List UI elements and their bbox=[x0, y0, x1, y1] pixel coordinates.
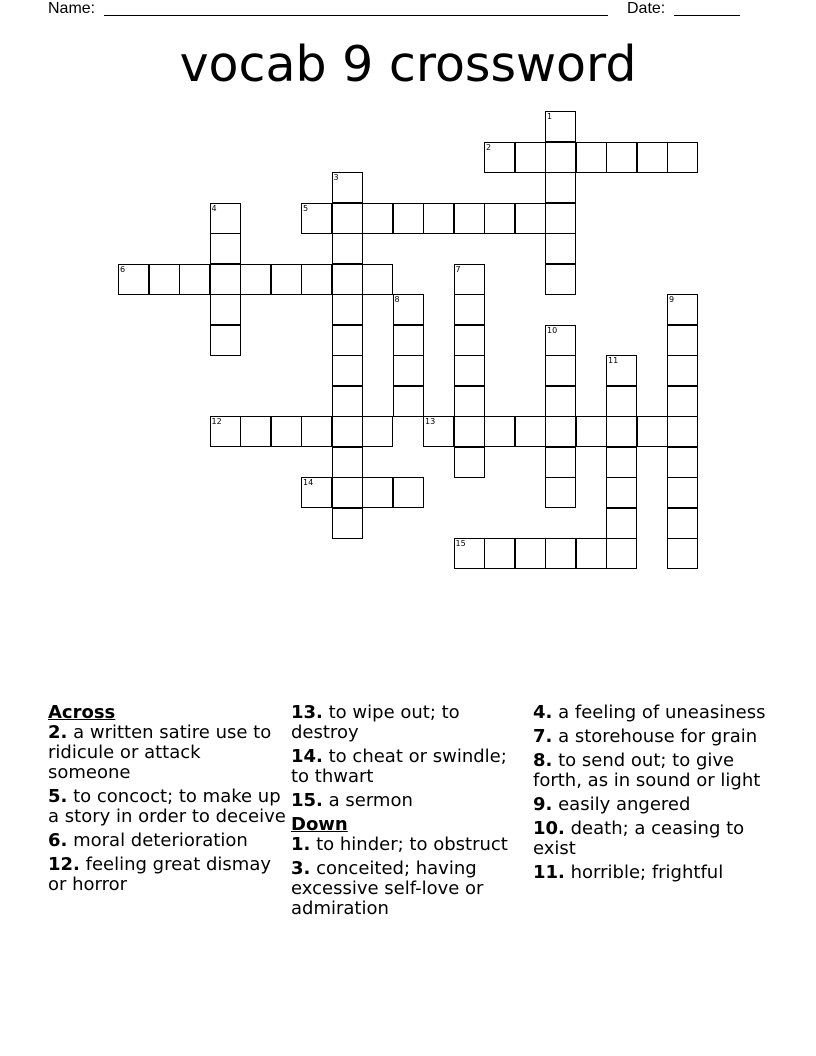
clue-down-10 bbox=[533, 819, 769, 859]
clue-down-9 bbox=[533, 795, 769, 815]
clue-number: 5. bbox=[48, 786, 68, 807]
crossword-cell[interactable] bbox=[393, 386, 424, 417]
clue-text: a sermon bbox=[328, 790, 413, 811]
crossword-cell[interactable] bbox=[667, 447, 698, 478]
crossword-cell[interactable] bbox=[606, 386, 637, 417]
crossword-cell[interactable] bbox=[362, 203, 393, 234]
crossword-cell[interactable] bbox=[301, 477, 332, 508]
page-title: vocab 9 crossword bbox=[179, 36, 637, 93]
clue-number: 2. bbox=[48, 722, 68, 743]
clue-number: 6. bbox=[48, 830, 68, 851]
crossword-cell[interactable] bbox=[393, 477, 424, 508]
crossword-cell[interactable] bbox=[606, 538, 637, 569]
crossword-cell[interactable] bbox=[576, 142, 607, 173]
cell-number: 11 bbox=[608, 356, 619, 365]
crossword-cell[interactable] bbox=[393, 325, 424, 356]
crossword-cell[interactable] bbox=[454, 355, 485, 386]
crossword-cell[interactable] bbox=[667, 416, 698, 447]
crossword-cell[interactable] bbox=[606, 477, 637, 508]
crossword-cell[interactable] bbox=[210, 233, 241, 264]
crossword-cell[interactable] bbox=[667, 294, 698, 325]
crossword-cell[interactable] bbox=[118, 264, 149, 295]
down-heading: Down bbox=[291, 814, 348, 835]
crossword-cell[interactable] bbox=[332, 203, 363, 234]
crossword-cell[interactable] bbox=[454, 203, 485, 234]
clue-number: 12. bbox=[48, 854, 80, 875]
name-label: Name: bbox=[48, 0, 96, 17]
clue-text: conceited; having excessive self-love or admiration bbox=[291, 858, 484, 919]
clue-number: 10. bbox=[533, 818, 565, 839]
clue-text: easily angered bbox=[558, 794, 691, 815]
crossword-cell[interactable] bbox=[332, 264, 363, 295]
crossword-cell[interactable] bbox=[332, 325, 363, 356]
crossword-cell[interactable] bbox=[667, 538, 698, 569]
cell-number: 13 bbox=[425, 417, 436, 426]
crossword-cell[interactable] bbox=[545, 355, 576, 386]
cell-number: 5 bbox=[303, 203, 309, 213]
crossword-cell[interactable] bbox=[667, 386, 698, 417]
crossword-cell[interactable] bbox=[545, 203, 576, 234]
crossword-cell[interactable] bbox=[332, 294, 363, 325]
crossword-cell[interactable] bbox=[332, 386, 363, 417]
crossword-cell[interactable] bbox=[332, 233, 363, 264]
crossword-cell[interactable] bbox=[332, 447, 363, 478]
clue-down-1 bbox=[291, 835, 527, 855]
crossword-cell[interactable] bbox=[332, 355, 363, 386]
clue-across-2 bbox=[48, 723, 286, 783]
clue-down-4 bbox=[533, 703, 769, 723]
clue-down-3 bbox=[291, 859, 527, 919]
clue-text: to send out; to give forth, as in sound or light bbox=[533, 750, 761, 791]
crossword-cell[interactable] bbox=[240, 264, 271, 295]
crossword-cell[interactable] bbox=[332, 508, 363, 539]
clue-text: to cheat or swindle; to thwart bbox=[291, 746, 507, 787]
across-heading: Across bbox=[48, 702, 116, 723]
crossword-cell[interactable] bbox=[210, 203, 241, 234]
crossword-cell[interactable] bbox=[484, 538, 515, 569]
crossword-cell[interactable] bbox=[515, 142, 546, 173]
clue-across-15 bbox=[291, 791, 527, 811]
clue-text: a storehouse for grain bbox=[558, 726, 758, 747]
clue-text: moral deterioration bbox=[73, 830, 248, 851]
clue-number: 7. bbox=[533, 726, 553, 747]
clue-number: 9. bbox=[533, 794, 553, 815]
crossword-cell[interactable] bbox=[637, 142, 668, 173]
crossword-cell[interactable] bbox=[149, 264, 180, 295]
clue-text: horrible; frightful bbox=[570, 862, 724, 883]
crossword-cell[interactable] bbox=[393, 203, 424, 234]
crossword-cell[interactable] bbox=[667, 477, 698, 508]
crossword-cell[interactable] bbox=[515, 538, 546, 569]
crossword-cell[interactable] bbox=[545, 538, 576, 569]
crossword-cell[interactable] bbox=[362, 477, 393, 508]
crossword-cell[interactable] bbox=[667, 325, 698, 356]
clue-number: 8. bbox=[533, 750, 553, 771]
clue-column-3 bbox=[533, 703, 769, 887]
crossword-cell[interactable] bbox=[606, 416, 637, 447]
cell-number: 4 bbox=[211, 203, 217, 213]
crossword-cell[interactable] bbox=[393, 355, 424, 386]
crossword-cell[interactable] bbox=[545, 172, 576, 203]
clue-text: a feeling of uneasiness bbox=[558, 702, 766, 723]
crossword-cell[interactable] bbox=[545, 264, 576, 295]
clue-number: 1. bbox=[291, 834, 311, 855]
crossword-cell[interactable] bbox=[332, 172, 363, 203]
crossword-cell[interactable] bbox=[576, 538, 607, 569]
clue-across-14 bbox=[291, 747, 527, 787]
clue-text: to wipe out; to destroy bbox=[291, 702, 460, 743]
crossword-cell[interactable] bbox=[454, 416, 485, 447]
crossword-cell[interactable] bbox=[545, 447, 576, 478]
crossword-cell[interactable] bbox=[545, 111, 576, 142]
cell-number: 15 bbox=[455, 539, 466, 548]
clue-down-8 bbox=[533, 751, 769, 791]
crossword-cell[interactable] bbox=[362, 416, 393, 447]
crossword-cell[interactable] bbox=[667, 508, 698, 539]
clue-number: 11. bbox=[533, 862, 565, 883]
crossword-cell[interactable] bbox=[637, 416, 668, 447]
cell-number: 6 bbox=[120, 264, 126, 274]
crossword-cell[interactable] bbox=[515, 203, 546, 234]
crossword-cell[interactable] bbox=[545, 386, 576, 417]
crossword-cell[interactable] bbox=[576, 416, 607, 447]
crossword-cell[interactable] bbox=[545, 325, 576, 356]
crossword-cell[interactable] bbox=[484, 142, 515, 173]
crossword-cell[interactable] bbox=[454, 264, 485, 295]
clue-down-11 bbox=[533, 863, 769, 883]
crossword-cell[interactable] bbox=[515, 416, 546, 447]
crossword-cell[interactable] bbox=[393, 294, 424, 325]
clue-down-7 bbox=[533, 727, 769, 747]
clue-number: 4. bbox=[533, 702, 553, 723]
crossword-cell[interactable] bbox=[423, 203, 454, 234]
crossword-cell[interactable] bbox=[545, 416, 576, 447]
crossword-cell[interactable] bbox=[667, 142, 698, 173]
crossword-cell[interactable] bbox=[179, 264, 210, 295]
crossword-cell[interactable] bbox=[454, 386, 485, 417]
clue-text: feeling great dismay or horror bbox=[48, 854, 272, 895]
crossword-cell[interactable] bbox=[332, 416, 363, 447]
crossword-cell[interactable] bbox=[332, 477, 363, 508]
clue-text: death; a ceasing to exist bbox=[533, 818, 745, 859]
crossword-cell[interactable] bbox=[545, 233, 576, 264]
crossword-cell[interactable] bbox=[454, 325, 485, 356]
crossword-cell[interactable] bbox=[210, 325, 241, 356]
crossword-cell[interactable] bbox=[454, 294, 485, 325]
clue-number: 14. bbox=[291, 746, 323, 767]
crossword-cell[interactable] bbox=[271, 416, 302, 447]
crossword-cell[interactable] bbox=[484, 416, 515, 447]
clue-text: to hinder; to obstruct bbox=[316, 834, 508, 855]
cell-number: 12 bbox=[211, 417, 222, 426]
crossword-cell[interactable] bbox=[545, 142, 576, 173]
clue-column-1 bbox=[48, 703, 286, 899]
crossword-cell[interactable] bbox=[210, 416, 241, 447]
crossword-cell[interactable] bbox=[210, 294, 241, 325]
crossword-cell[interactable] bbox=[606, 508, 637, 539]
crossword-cell[interactable] bbox=[210, 264, 241, 295]
clue-number: 15. bbox=[291, 790, 323, 811]
clue-column-2 bbox=[291, 703, 527, 923]
crossword-cell[interactable] bbox=[301, 416, 332, 447]
crossword-cell[interactable] bbox=[301, 264, 332, 295]
crossword-cell[interactable] bbox=[454, 447, 485, 478]
crossword-cell[interactable] bbox=[667, 355, 698, 386]
crossword-cell[interactable] bbox=[423, 416, 454, 447]
cell-number: 14 bbox=[303, 478, 314, 487]
clue-text: to concoct; to make up a story in order to deceive bbox=[48, 786, 286, 827]
crossword-cell[interactable] bbox=[545, 477, 576, 508]
crossword-cell[interactable] bbox=[271, 264, 302, 295]
crossword-cell[interactable] bbox=[301, 203, 332, 234]
cell-number: 7 bbox=[455, 264, 461, 274]
crossword-cell[interactable] bbox=[484, 203, 515, 234]
cell-number: 2 bbox=[486, 142, 492, 152]
clue-across-12 bbox=[48, 855, 286, 895]
cell-number: 8 bbox=[394, 295, 400, 304]
cell-number: 9 bbox=[669, 295, 675, 304]
clue-across-5 bbox=[48, 787, 286, 827]
cell-number: 1 bbox=[547, 112, 553, 121]
crossword-cell[interactable] bbox=[606, 355, 637, 386]
date-label: Date: bbox=[627, 0, 666, 17]
clue-text: a written satire use to ridicule or attack someone bbox=[48, 722, 272, 783]
crossword-cell[interactable] bbox=[454, 538, 485, 569]
cell-number: 10 bbox=[547, 325, 558, 335]
clue-number: 13. bbox=[291, 702, 323, 723]
crossword-cell[interactable] bbox=[606, 447, 637, 478]
clue-across-13 bbox=[291, 703, 527, 743]
crossword-cell[interactable] bbox=[240, 416, 271, 447]
crossword-cell[interactable] bbox=[606, 142, 637, 173]
clue-across-6 bbox=[48, 831, 286, 851]
crossword-cell[interactable] bbox=[362, 264, 393, 295]
clue-number: 3. bbox=[291, 858, 311, 879]
cell-number: 3 bbox=[333, 173, 339, 182]
